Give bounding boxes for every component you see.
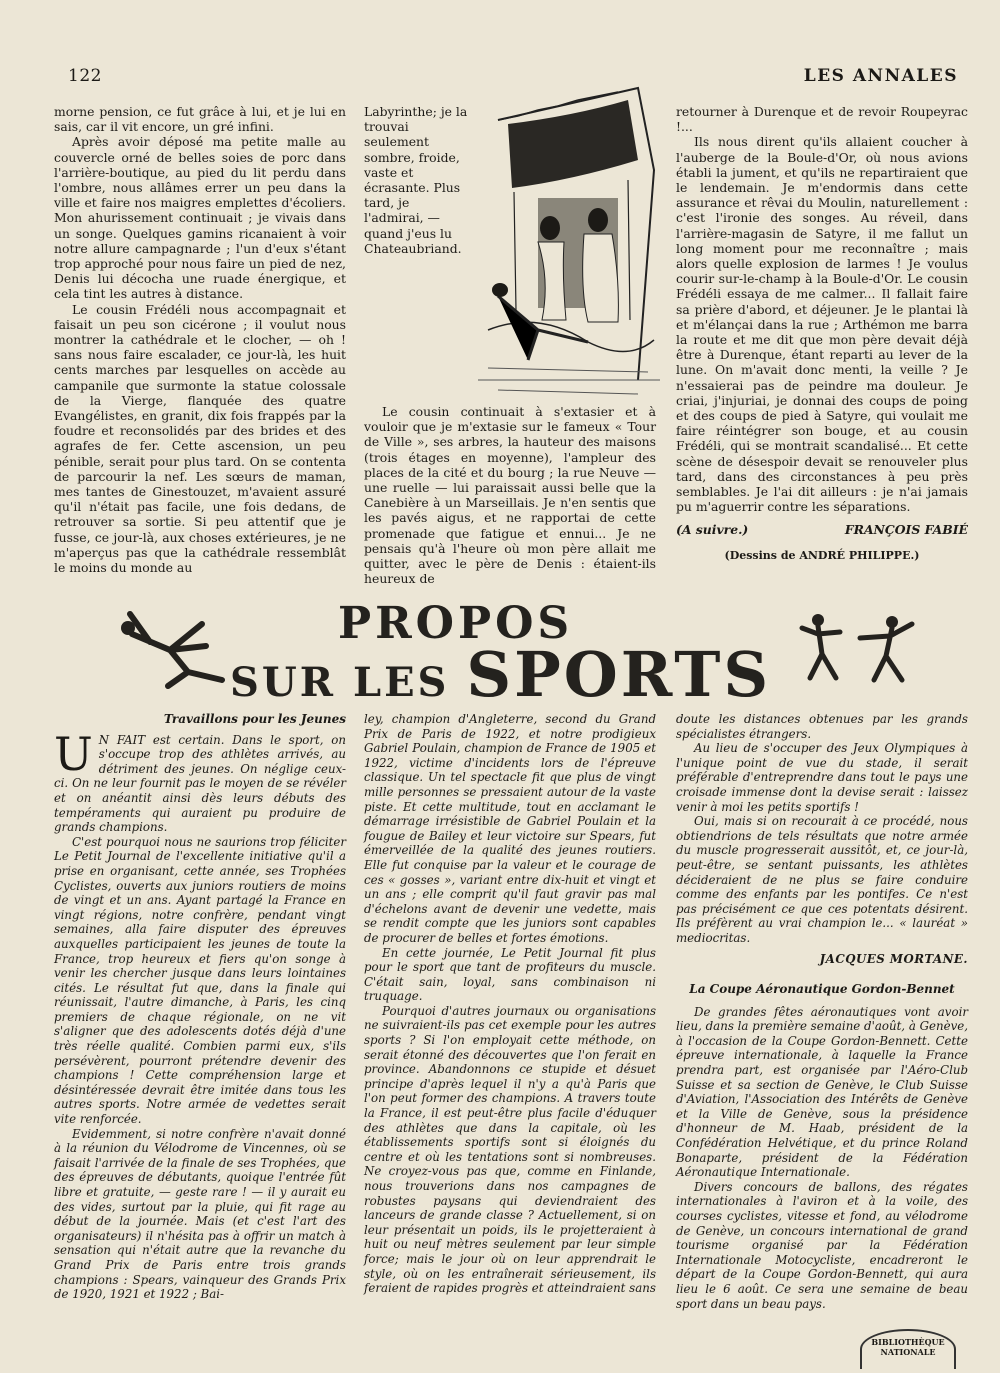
- paragraph: Au lieu de s'occuper des Jeux Olympiques à l'unique point de vue du stade, il serait préférable d'entreprendre dans tout le pays une croisade immense dont la devise serait : laissez venir à moi les petits sportifs !: [676, 741, 968, 814]
- street-scene-illustration: [478, 80, 660, 398]
- page-number: 122: [68, 66, 102, 86]
- sports-column-1: [54, 712, 346, 1348]
- paragraph: Evidemment, si notre confrère n'avait donné à la réunion du Vélodrome de Vincennes, où se faisait l'arrivée de la finale de ses Trophées, que des épreuves de débutants, quoique l'entrée fût libre et gratuite, — geste rare ! — il y aurait eu des vides, surtout par la pluie, qui fit rage au début de la journée. Mais (et c'est l'art des organisateurs) il n'hésita pas à offrir un match à sensation qui n'était autre que la revanche du Grand Prix de Paris entre trois grands champions : Spears, vainqueur des Grands Prix de 1920, 1921 et 1922 ; Bai-: [54, 1126, 346, 1302]
- paragraph: Le cousin Frédéli nous accompagnait et faisait un peu son cicérone ; il voulut nous montrer la cathédrale et le clocher, — oh ! sans nous faire escalader, ce jour-là, les huit cents marches par lesquelles on accède au campanile que surmonte la statue colossale de la Vierge, flanquée des quatre Evangélistes, en granit, dix fois frappés par la foudre et reconsolidés par des brides et des agrafes de fer. Cette ascension, un peu pénible, serait pour plus tard. On se contenta de parcourir la nef. Les sœurs de maman, mes tantes de Ginestouzet, m'avaient assuré qu'il n'était pas facile, une fois dedans, de retrouver sa sortie. Si peu attentif que je fusse, ce jour-là, aux choses extérieures, je ne m'aperçus pas que la cathédrale ressemblât le moins du monde au: [54, 301, 346, 576]
- runner-figure-left: [110, 606, 240, 692]
- paragraph: doute les distances obtenues par les grands spécialistes étrangers.: [676, 712, 968, 741]
- sports-column-2: [364, 712, 656, 1348]
- library-stamp: BIBLIOTHÈQUE NATIONALE: [860, 1329, 956, 1369]
- paragraph: Oui, mais si on recourait à ce procédé, nous obtiendrions de tels résultats que notre armée du muscle progresserait aussitôt, et, ce jour-là, peut-être, se sentant puissants, les athlètes décideraient de ne plus se faire conduire comme des enfants par les pontifes. Ce n'est pas précisément ce que ces potentats désirent. Ils préfèrent au vrai champion le... « lauréat » mediocritas.: [676, 814, 968, 945]
- novel-column-1: [54, 104, 346, 574]
- novel-column-2-top: [364, 104, 472, 254]
- sports-column-3: [676, 712, 968, 1348]
- novel-author: FRANÇOIS FABIÉ: [844, 522, 968, 538]
- paragraph: Ils nous dirent qu'ils allaient coucher à l'auberge de la Boule-d'Or, où nous avions établi la jument, et qu'ils ne repartiraient que le lendemain. Je m'endormis dans cette assurance et rêvai du Moulin, naturellement : c'est l'ironie des songes. Au réveil, dans l'arrière-magasin de Satyre, il me fallut un long moment pour me reconnaître ; mais alors quelle explosion de larmes ! Je voulus courir sur-le-champ à la Boule-d'Or. Le cousin Frédéli essaya de me calmer... Il fallait faire sa prière d'abord, et déjeuner. Je le plantai là et m'élançai dans la rue ; Arthémon me barra la route et me dit que mon père devait déjà être à Durenque, étant reparti au lever de la lune. On m'avait donc menti, la veille ? Je n'essaierai pas de peindre ma douleur. Je criai, j'injuriai, je donnai des coups de poing et des coups de pied à Satyre, qui voulait me faire réintégrer son bouge, et au cousin Frédéli, qui se montrait scandalisé... Et cette scène de désespoir devait se renouveler plus tard, dans des circonstances à peu près semblables. Je l'ai dit ailleurs : je n'ai jamais pu m'aguerrir contre les séparations.: [676, 134, 968, 515]
- paragraph: Labyrinthe; je la trouvai seulement sombre, froide, vaste et écrasante. Plus tard, je l'admirai, — quand j'eus lu Chateaubriand.: [364, 104, 468, 256]
- novel-column-2-bottom: [364, 404, 656, 587]
- paragraph-text: N FAIT est certain. Dans le sport, on s'occupe trop des athlètes arrivés, au détriment des jeunes. On néglige ceux-ci. On ne leur fournit pas le moyen de se révéler et on anéantit ainsi dès leurs débuts des tempéraments qui auraient pu produire de grands champions.: [54, 732, 346, 835]
- paragraph: Pourquoi d'autres journaux ou organisations ne suivraient-ils pas cet exemple pour les autres sports ? Si l'on employait cette méthode, on serait étonné des découvertes que l'on ferait en province. Abandonnons ce stupide et désuet principe d'après lequel il n'y a qu'à Paris que l'on peut former des champions. A travers toute la France, il est peut-être plus facile d'éduquer des athlètes que dans la capitale, où les établissements sportifs sont si éloignés du centre et où les tentations sont si nombreuses. Ne croyez-vous pas que, comme en Finlande, nous trouverions dans nos campagnes de robustes paysans qui deviendraient des lanceurs de grande classe ? Actuellement, si on leur présentait un poids, ils le projetteraient à huit ou neuf mètres seulement par leur simple force; mais le jour où on leur apprendrait le style, où on les entraînerait sérieusement, ils feraient de rapides progrès et atteindraient sans: [364, 1003, 656, 1296]
- section-heading: Travaillons pour les Jeunes: [163, 712, 346, 726]
- paragraph: [54, 726, 346, 835]
- drop-cap: U: [54, 726, 93, 781]
- banner-big: SPORTS: [466, 638, 772, 711]
- paragraph: C'est pourquoi nous ne saurions trop féliciter Le Petit Journal de l'excellente initiative qu'il a prise en organisant, cette année, ses Trophées Cyclistes, ouverts aux juniors routiers de moins de vingt et un ans. Ayant partagé la France en vingt régions, notre confrère, pendant vingt semaines, alla faire disputer des épreuves auxquelles participaient les jeunes de toute la France, trop heureux et fiers qu'on songe à venir les chercher jusque dans leurs lointaines cités. Le résultat fut que, dans la finale qui réunissait, l'autre dimanche, à Paris, les cinq premiers de chaque régionale, on ne vit s'aligner que des adolescents dotés déjà d'une très réelle qualité. Combien parmi eux, s'ils persévèrent, pourront prétendre devenir des champions ! Cette compréhension large et désintéressée devrait être imitée dans tous les autres sports. Notre armée de vedettes serait vite renforcée.: [54, 834, 346, 1127]
- sports-banner: [230, 598, 790, 711]
- paragraph: retourner à Durenque et de revoir Roupeyrac !...: [676, 104, 968, 135]
- publication-title: LES ANNALES: [803, 66, 958, 86]
- paragraph: Divers concours de ballons, des régates internationales à l'aviron et à la voile, des courses cyclistes, vitesse et fond, au vélodrome de Genève, un concours international de grand tourisme organisé par la Fédération Internationale Motocycliste, encadreront le départ de la Coupe Gordon-Bennett, qui aura lieu le 6 août. Ce sera une semaine de beau sport dans un beau pays.: [676, 1179, 968, 1311]
- banner-small: SUR LES: [230, 659, 450, 706]
- paragraph: Après avoir déposé ma petite malle au couvercle orné de belles soies de porc dans l'arrière-boutique, au pied du lit perdu dans l'ombre, nous allâmes errer un peu dans la ville et faire nos maigres emplettes d'écoliers. Mon ahurissement continuait ; je vivais dans un songe. Quelques gamins ricanaient à voir notre allure campagnarde ; l'un d'eux s'étant trop approché pour nous faire un pied de nez, Denis lui décocha une ruade énergique, et cela tint les autres à distance.: [54, 134, 346, 302]
- paragraph: morne pension, ce fut grâce à lui, et je lui en sais, car il vit encore, un gré infini.: [54, 104, 346, 135]
- paragraph: ley, champion d'Angleterre, second du Grand Prix de Paris de 1922, et notre prodigieux Gabriel Poulain, champion de France de 1905 et 1922, victime d'incidents lors de l'épreuve classique. Un tel spectacle fit que plus de vingt mille personnes se pressaient autour de la vaste piste. Et cette multitude, tout en acclamant le démarrage irrésistible de Gabriel Poulain et la fougue de Bailey et leur victoire sur Spears, fut émerveillée de la qualité des jeunes routiers. Elle fut conquise par la valeur et le courage de ces « gosses », variant entre dix-huit et vingt et un ans ; elle comprit qu'il faut gravir pas mal d'échelons avant de devenir une vedette, mais se rendit compte que les juniors sont capables de procurer de belles et fortes émotions.: [364, 712, 656, 945]
- to-follow-note: (A suivre.): [676, 522, 749, 538]
- section-heading: La Coupe Aéronautique Gordon-Bennet: [689, 982, 955, 997]
- signature-line: [676, 522, 968, 537]
- paragraph: Le cousin continuait à s'extasier et à vouloir que je m'extasie sur le fameux « Tour de Ville », ses arbres, la hauteur des maisons (trois étages en moyenne), l'ampleur des places de la cité et du bourg ; la rue Neuve — une ruelle — lui paraissait aussi belle que la Canebière à un Marseillais. Je n'en sentis que les pavés aigus, et ne rapportai de cette promenade que fatigue et ennui... Je ne pensais qu'à l'heure où mon père allait me quitter, avec le père de Denis : étaient-ils heureux de: [364, 404, 656, 587]
- banner-title-line1: PROPOS: [338, 598, 574, 649]
- sports-author: JACQUES MORTANE.: [819, 951, 968, 966]
- banner-title-line2: [230, 638, 771, 711]
- paragraph: En cette journée, Le Petit Journal fit plus pour le sport que tant de profiteurs du muscle. C'était sain, loyal, sans combinaison ni truquage.: [364, 945, 656, 1004]
- paragraph: De grandes fêtes aéronautiques vont avoir lieu, dans la première semaine d'août, à Genève, à l'occasion de la Coupe Gordon-Bennett. Cette épreuve internationale, à laquelle la France prendra part, est organisée par l'Aéro-Club Suisse et sa section de Genève, le Club Suisse d'Aviation, l'Association des Intérêts de Genève et la Ville de Genève, sous la présidence d'honneur de M. Haab, président de la Confédération Helvétique, et du prince Roland Bonaparte, président de la Fédération Aéronautique Internationale.: [676, 1004, 968, 1180]
- novel-column-3: [676, 104, 968, 594]
- illustration-credit: (Dessins de ANDRÉ PHILIPPE.): [724, 548, 920, 562]
- athlete-figures-right: [796, 608, 920, 688]
